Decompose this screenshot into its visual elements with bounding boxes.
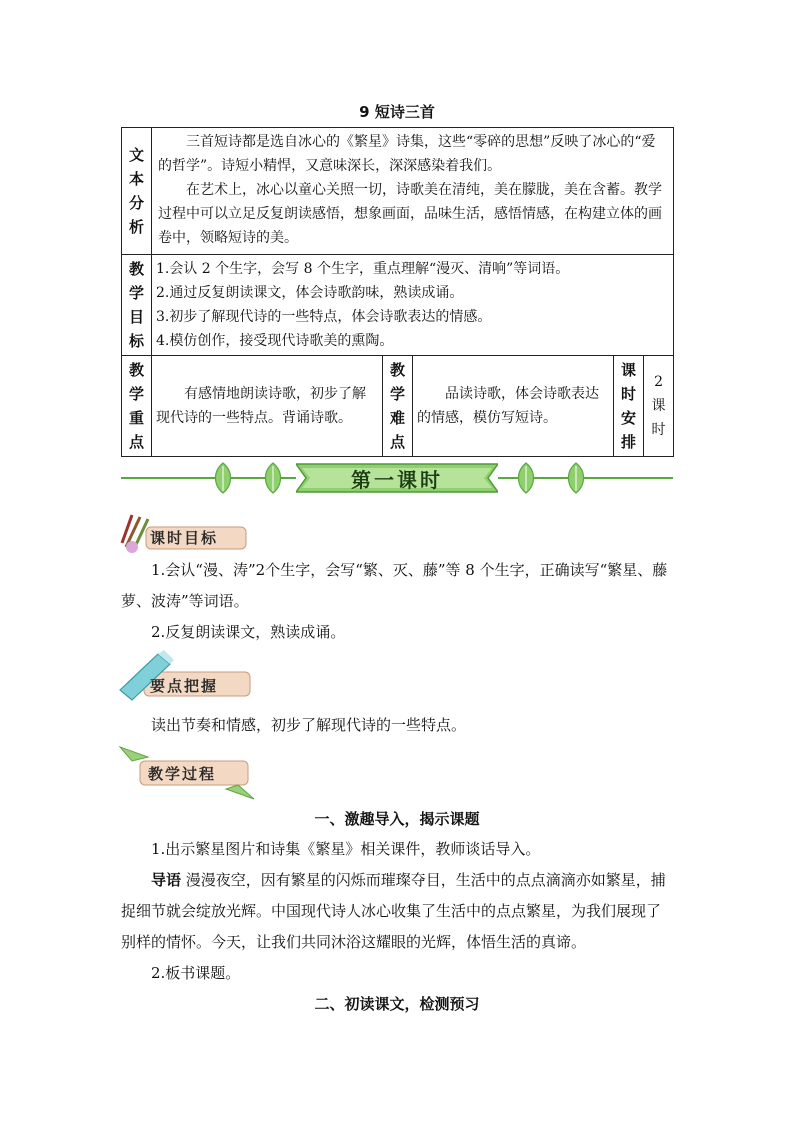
- goal-item: 1.会认 2 个生字，会写 8 个生字，重点理解“漫灭、清响”等词语。: [156, 261, 570, 277]
- analysis-paragraph: 在艺术上，冰心以童心关照一切，诗歌美在清纯，美在朦胧，美在含蓄。教学过程中可以立足反复朗读感悟，想象画面，品味生活，感悟情感，在构建立体的画卷中，领略短诗的美。: [158, 182, 662, 246]
- difficult-label: 教 学 难 点: [383, 356, 413, 457]
- leaf-icon: [515, 462, 537, 494]
- goal-item: 2.通过反复朗读课文，体会诗歌韵味，熟读成诵。: [156, 285, 464, 301]
- process-heading-2: 二、初读课文，检测预习: [314, 995, 480, 1013]
- key-points: 读出节奏和情感，初步了解现代诗的一些特点。: [151, 716, 467, 734]
- analysis-label: 文 本 分 析: [122, 128, 152, 255]
- analysis-row: [122, 128, 674, 255]
- section-title: 第一课时: [351, 468, 443, 492]
- goals-label: 教 学 目 标: [122, 255, 152, 356]
- process-heading-1: 一、激趣导入，揭示课题: [314, 810, 480, 828]
- focus-row: [122, 356, 674, 457]
- lead-paragraph: [121, 865, 673, 958]
- schedule-value: 2 课 时: [644, 356, 674, 457]
- leaf-icon: [262, 462, 284, 494]
- goals-row: [122, 255, 674, 356]
- key-points-badge: 要点把握: [150, 677, 219, 695]
- process-body: [121, 834, 673, 989]
- leaf-icon: [565, 462, 587, 494]
- lead-text: 漫漫夜空，因有繁星的闪烁而璀璨夺目，生活中的点点滴滴亦如繁星，捕捉细节就会绽放光辉。中国现代诗人冰心收集了生活中的点点繁星，为我们展现了别样的情怀。今天，让我们共同沐浴这耀眼的光辉，体悟生活的真谛。: [121, 871, 666, 951]
- page-title: 9 短诗三首: [359, 103, 435, 121]
- key-content: 有感情地朗读诗歌，初步了解现代诗的一些特点。背诵诗歌。: [152, 356, 383, 457]
- lesson-goal-item: 1.会认“漫、涛”2个生字，会写“繁、灭、藤”等 8 个生字，正确读写“繁星、藤萝、波涛”等词语。: [121, 561, 668, 610]
- leaf-icon: [212, 462, 234, 494]
- lesson-goal-item: 2.反复朗读课文，熟读成诵。: [151, 623, 346, 641]
- analysis-content: [152, 128, 674, 255]
- goal-item: 4.模仿创作，接受现代诗歌美的熏陶。: [156, 333, 394, 349]
- process-step: 2.板书课题。: [151, 964, 241, 982]
- lesson-goals: [121, 555, 673, 648]
- schedule-label: 课 时 安 排: [614, 356, 644, 457]
- process-step: 1.出示繁星图片和诗集《繁星》相关课件，教师谈话导入。: [151, 840, 541, 858]
- lead-label: 导语: [151, 871, 182, 889]
- lesson-plan-table: [121, 127, 674, 457]
- process-badge: 教学过程: [148, 765, 217, 783]
- difficult-content: 品读诗歌，体会诗歌表达的情感，模仿写短诗。: [413, 356, 614, 457]
- analysis-paragraph: 三首短诗都是选自冰心的《繁星》诗集，这些“零碎的思想”反映了冰心的“爱的哲学”。诗短小精悍，又意味深长，深深感染着我们。: [158, 134, 656, 174]
- goals-content: [152, 255, 674, 356]
- lesson-goals-badge: 课时目标: [150, 529, 219, 547]
- goal-item: 3.初步了解现代诗的一些特点，体会诗歌表达的情感。: [156, 309, 492, 325]
- key-label: 教 学 重 点: [122, 356, 152, 457]
